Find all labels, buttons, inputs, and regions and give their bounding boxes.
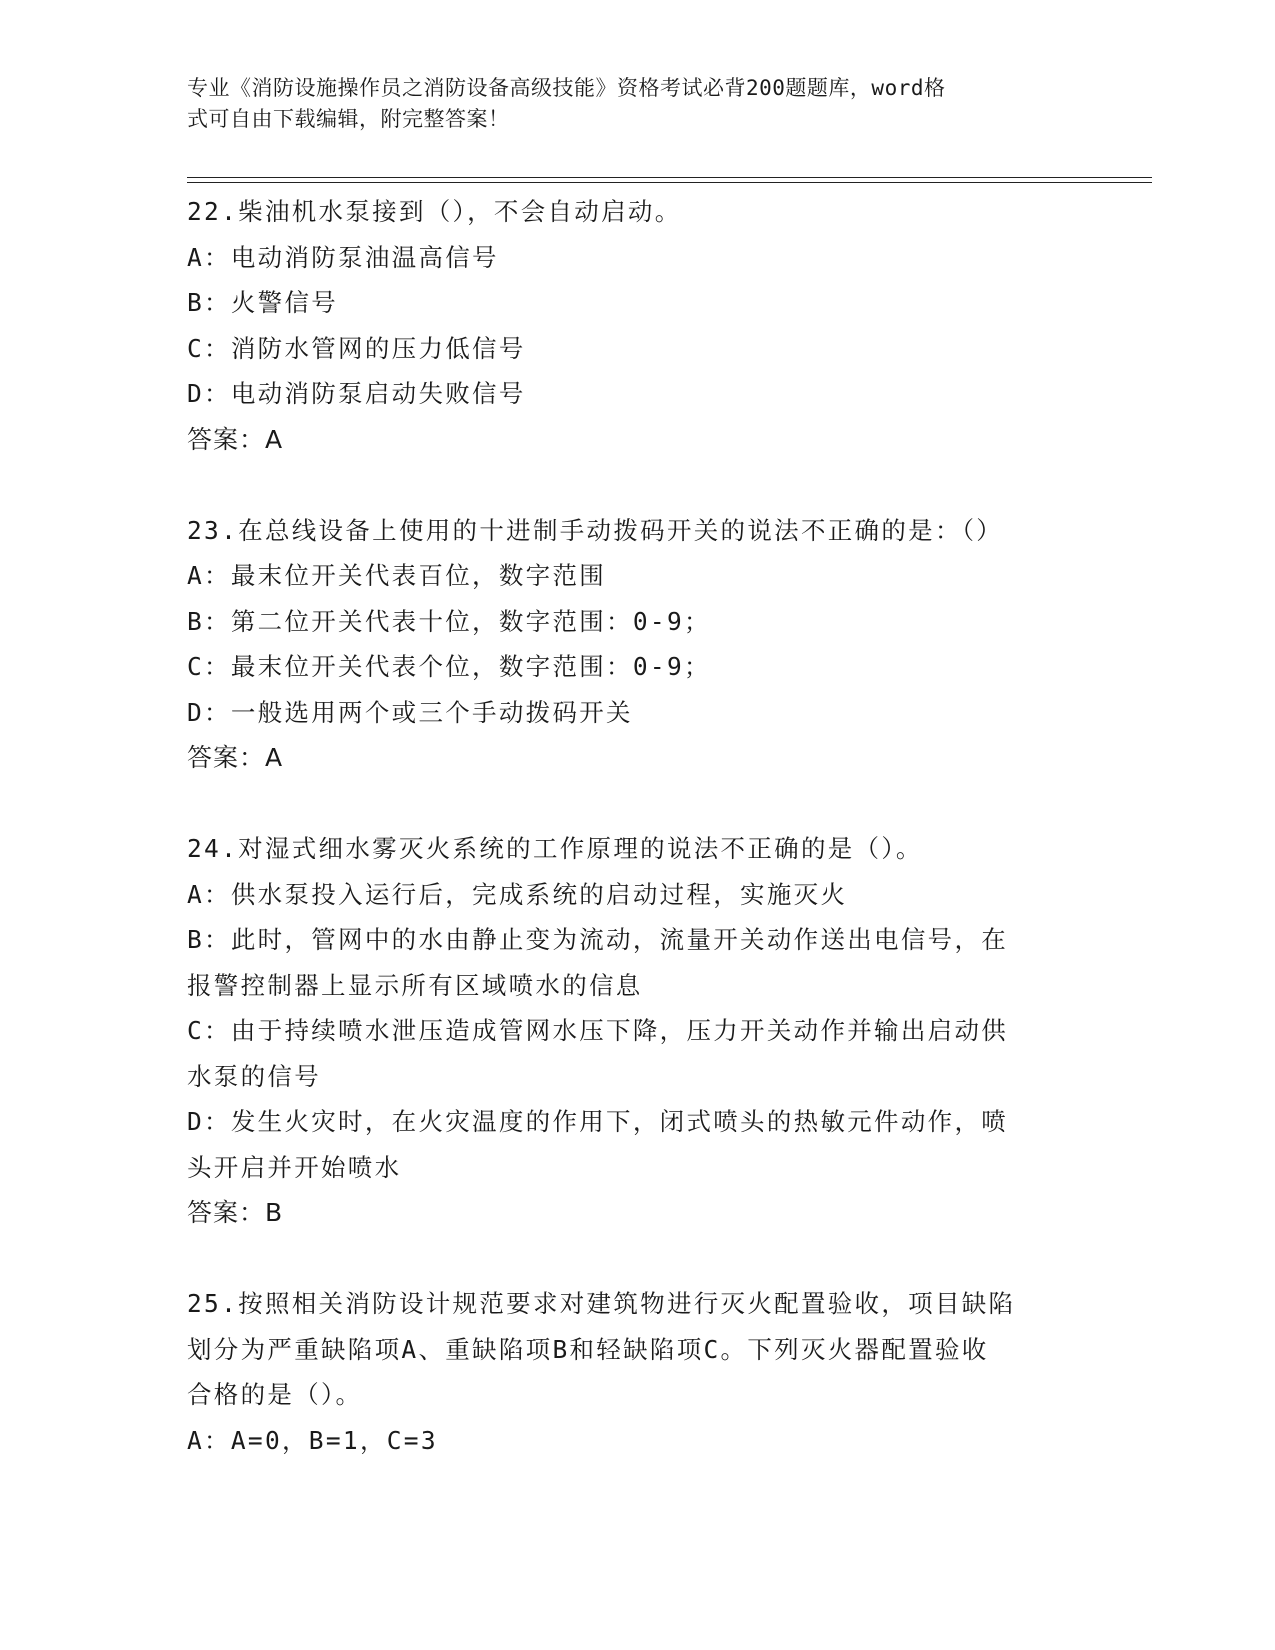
option-d-continued: 头开启并开始喷水: [187, 1152, 402, 1182]
option-c: C：消防水管网的压力低信号: [187, 333, 526, 363]
question-25: [187, 1281, 1077, 1463]
question-stem-continued: 划分为严重缺陷项A、重缺陷项B和轻缺陷项C。下列灭火器配置验收: [187, 1334, 989, 1364]
header-divider: [187, 177, 1152, 178]
option-b-continued: 报警控制器上显示所有区域喷水的信息: [187, 970, 643, 1000]
header-line: 式可自由下载编辑，附完整答案！: [187, 107, 510, 131]
document-header: [187, 73, 1067, 135]
option-c-continued: 水泵的信号: [187, 1061, 321, 1091]
question-stem: 22.柴油机水泵接到（），不会自动启动。: [187, 197, 682, 226]
option-d: D：发生火灾时，在火灾温度的作用下，闭式喷头的热敏元件动作，喷: [187, 1107, 1009, 1136]
question-stem: 25.按照相关消防设计规范要求对建筑物进行灭火配置验收，项目缺陷: [187, 1289, 1016, 1318]
answer: 答案：A: [187, 424, 284, 454]
header-divider: [187, 182, 1152, 183]
option-a: A：A=0，B=1，C=3: [187, 1425, 438, 1455]
question-23: [187, 508, 1077, 781]
question-22: [187, 189, 1077, 462]
option-b: B：火警信号: [187, 288, 339, 317]
option-d: D：一般选用两个或三个手动拨码开关: [187, 697, 633, 727]
answer: 答案：B: [187, 1198, 284, 1227]
option-b: B：此时，管网中的水由静止变为流动，流量开关动作送出电信号，在: [187, 925, 1009, 954]
question-stem: 24.对湿式细水雾灭火系统的工作原理的说法不正确的是（）。: [187, 834, 923, 863]
header-line: 专业《消防设施操作员之消防设备高级技能》资格考试必背200题题库，word格: [187, 76, 946, 100]
answer: 答案：A: [187, 743, 284, 772]
question-stem: 23.在总线设备上使用的十进制手动拨码开关的说法不正确的是：（）: [187, 515, 1004, 545]
question-24: [187, 826, 1077, 1236]
question-list: [187, 189, 1077, 1463]
option-c: C：最末位开关代表个位，数字范围：0-9；: [187, 652, 711, 681]
question-stem-continued: 合格的是（）。: [187, 1380, 363, 1409]
option-b: B：第二位开关代表十位，数字范围：0-9；: [187, 606, 711, 636]
option-d: D：电动消防泵启动失败信号: [187, 379, 526, 408]
option-a: A：电动消防泵油温高信号: [187, 242, 499, 272]
option-c: C：由于持续喷水泄压造成管网水压下降，压力开关动作并输出启动供: [187, 1016, 1009, 1045]
option-a: A：最末位开关代表百位，数字范围: [187, 561, 607, 590]
option-a: A：供水泵投入运行后，完成系统的启动过程，实施灭火: [187, 879, 848, 909]
